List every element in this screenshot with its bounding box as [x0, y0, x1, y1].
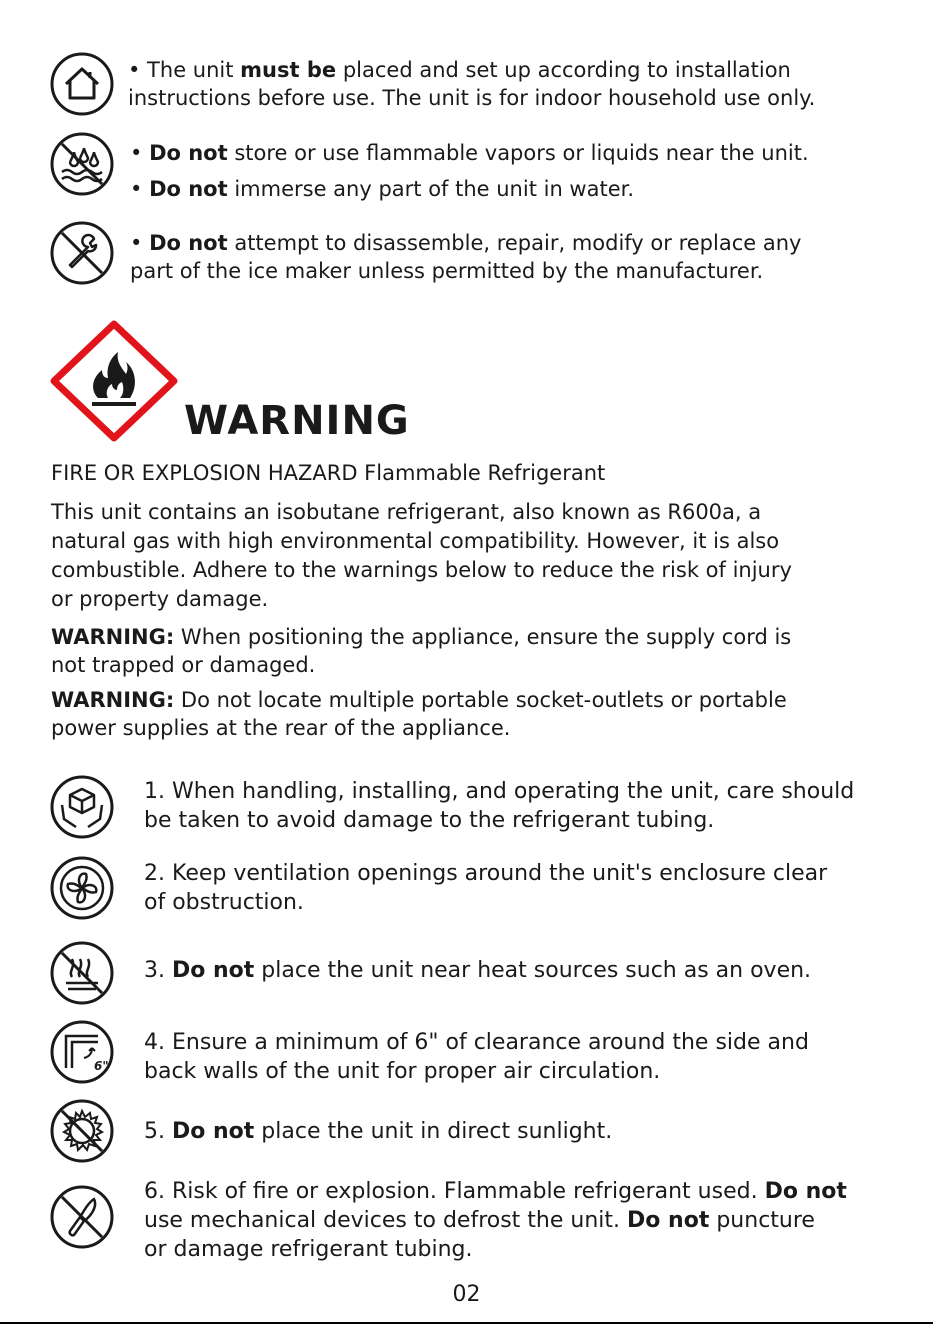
- intro-paragraph: This unit contains an isobutane refrigerant, also known as R600a, a natural gas with high environmental compatibility. However, it is also combustible. Adhere to the warnings below to reduce the risk of injury or property damage.: [51, 500, 792, 611]
- item-1: 1. When handling, installing, and operating the unit, care should be taken to avoid damage to the refrigerant tubing.: [144, 779, 855, 833]
- bullet-no-repair: • Do not attempt to disassemble, repair, modify or replace any part of the ice maker unless permitted by the manufacturer.: [130, 231, 802, 283]
- handle-with-care-icon: [50, 775, 114, 839]
- flammable-hazard-icon: [50, 320, 178, 442]
- item-2: 2. Keep ventilation openings around the unit's enclosure clear of obstruction.: [144, 861, 828, 915]
- no-heat-source-icon: [50, 941, 114, 1005]
- no-sunlight-icon: [50, 1099, 114, 1163]
- page-number: 02: [452, 1282, 481, 1307]
- hazard-line: FIRE OR EXPLOSION HAZARD Flammable Refrigerant: [51, 461, 606, 485]
- item-4: 4. Ensure a minimum of 6" of clearance around the side and back walls of the unit for proper air circulation.: [144, 1030, 809, 1084]
- indoor-home-icon: [50, 52, 114, 116]
- bullet-indoor-use: • The unit must be placed and set up according to installation instructions before use. The unit is for indoor household use only.: [128, 58, 816, 110]
- warning-heading: WARNING: [184, 398, 410, 444]
- clearance-icon: [50, 1020, 114, 1084]
- bullet-flammable: • Do not store or use flammable vapors or liquids near the unit.: [130, 141, 809, 165]
- bullet-immerse: • Do not immerse any part of the unit in water.: [130, 177, 635, 201]
- item-3: 3. Do not place the unit near heat sources such as an oven.: [144, 958, 812, 983]
- item-6: 6. Risk of fire or explosion. Flammable refrigerant used. Do not use mechanical devices to defrost the unit. Do not puncture or damage refrigerant tubing.: [144, 1179, 847, 1262]
- clearance-icon-label: 6": [94, 1059, 109, 1073]
- item-5: 5. Do not place the unit in direct sunlight.: [144, 1119, 613, 1144]
- no-repair-tools-icon: [50, 221, 114, 285]
- warning-socket-outlets: WARNING: Do not locate multiple portable socket-outlets or portable power supplies at the rear of the appliance.: [51, 688, 787, 740]
- no-flammable-liquid-icon: [50, 132, 114, 196]
- no-sharp-tools-icon: [50, 1185, 114, 1249]
- ventilation-fan-icon: [50, 856, 114, 920]
- warning-supply-cord: WARNING: When positioning the appliance, ensure the supply cord is not trapped or damaged.: [51, 625, 792, 677]
